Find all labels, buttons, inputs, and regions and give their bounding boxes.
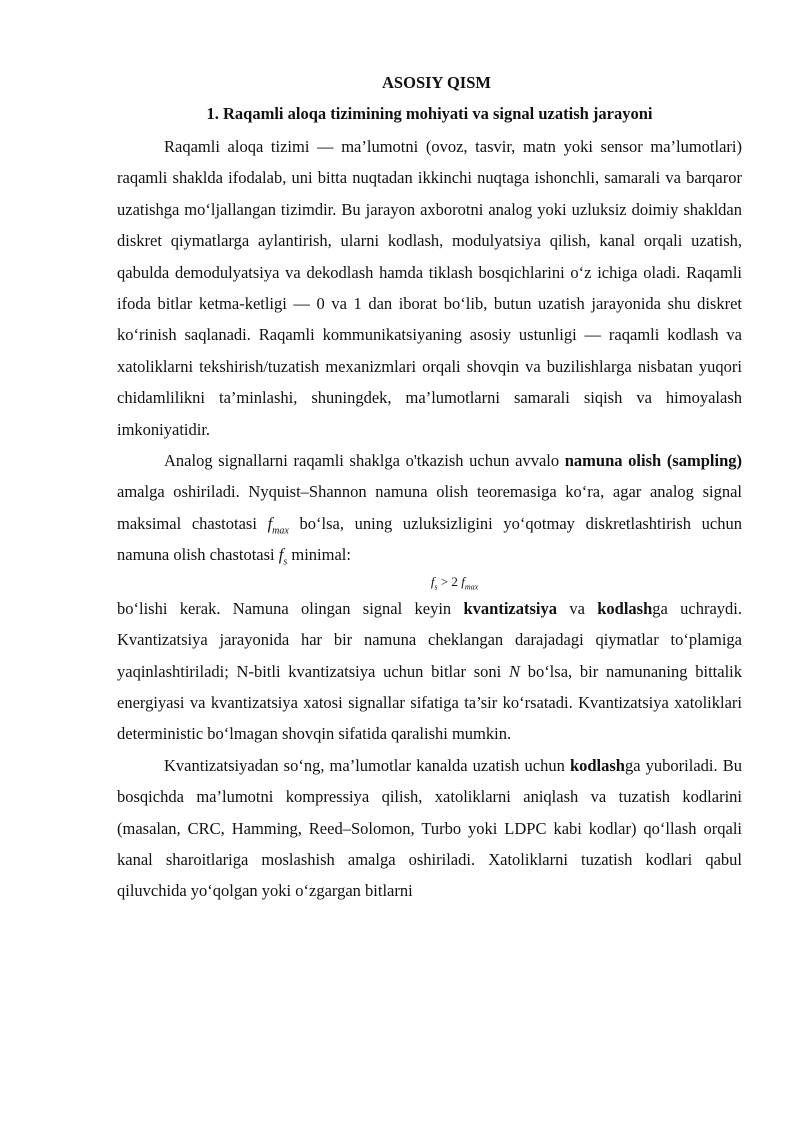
text-run: minimal: (287, 545, 351, 565)
text-run: va (557, 598, 598, 618)
var-n: N (508, 661, 520, 681)
paragraph-quantization (117, 593, 742, 750)
section-heading: ASOSIY QISM (382, 73, 491, 92)
text-run: amalga oshiriladi. Nyquist–Shannon namuna olish teoremasiga ko‘ra, agar analog signal maksimal chastotasi (117, 482, 742, 533)
text-run: bo‘lsa, bir namunaning bittalik energiyasi va kvantizatsiya xatosi signallar sifatiga ta’sir ko‘rsatadi. Kvantizatsiya xatoliklari deterministic bo‘lmagan shovqin sifatida qaralishi mumkin. (117, 661, 742, 744)
text-run: ga yuboriladi. Bu bosqichda ma’lumotni kompressiya qilish, xatoliklarni aniqlash va tuzatish kodlarini (masalan, CRC, Hamming, Reed–Solomon, Turbo yoki LDPC kabi kodlar) qo‘llash orqali kanal sharoitlariga moslashish amalga oshiriladi. Xatoliklarni tuzatish kodlari qabul qiluvchida yo‘qolgan yoki o‘zgargan bitlarni (117, 755, 742, 901)
var-f-max: $f_{max}$ (267, 513, 289, 537)
text-run: ga uchraydi. Kvantizatsiya jarayonida har bir namuna cheklangan darajadagi qiymatlar to‘plamiga yaqinlashtiriladi; N-bitli kvantizatsiya uchun bitlar soni (117, 598, 742, 681)
page-content (117, 71, 742, 907)
term-quantization: kvantizatsiya (463, 598, 558, 618)
text-run: Kvantizatsiyadan so‘ng, ma’lumotlar kanalda uzatish uchun (164, 755, 570, 775)
paragraph-digital-communication: Raqamli aloqa tizimi — ma’lumotni (ovoz, tasvir, matn yoki sensor ma’lumotlari) raqamli shaklda ifodalab, uni bitta nuqtadan ikkinchi nuqtaga ishonchli, samarali va barqaror uzatishga mo‘ljallangan tizimdir. Bu jarayon axborotni analog yoki uzluksiz doimiy shakldan diskret qiymatlarga aylantirish, ularni kodlash, modulyatsiya qilish, kanal orqali uzatish, qabulda demodulyatsiya va dekodlash hamda tiklash bosqichlarini o‘z ichiga oladi. Raqamli ifoda bitlar ketma-ketligi — 0 va 1 dan iborat bo‘lib, butun uzatish jarayonida shu diskret ko‘rinish saqlanadi. Raqamli kommunikatsiyaning asosiy ustunligi — raqamli kodlash va xatoliklarni tekshirish/tuzatish mexanizmlari orqali shovqin va buzilishlarga nisbatan yuqori chidamlilikni ta’minlashi, shuningdek, ma’lumotlarni samarali siqish va himoyalash imkoniyatidir. (117, 137, 742, 439)
subsection-heading: 1. Raqamli aloqa tizimining mohiyati va signal uzatish jarayoni (206, 104, 653, 123)
term-sampling: namuna olish (sampling) (564, 451, 742, 471)
term-coding: kodlash (569, 755, 625, 775)
text-run: Analog signallarni raqamli shaklga o'tkazish uchun avvalo (164, 451, 565, 471)
nyquist-formula: $f_s > 2$ $f_{max}$ (430, 573, 479, 592)
text-run: bo‘lishi kerak. Namuna olingan signal keyin (117, 598, 464, 618)
paragraph-sampling (117, 445, 742, 571)
term-coding: kodlash (597, 598, 653, 618)
text-run: bo‘lsa, uning uzluksizligini yo‘qotmay diskretlashtirish uchun namuna olish chastotasi (117, 513, 742, 565)
var-f-s: $f_s$ (278, 545, 288, 568)
paragraph-channel-coding (117, 750, 742, 907)
